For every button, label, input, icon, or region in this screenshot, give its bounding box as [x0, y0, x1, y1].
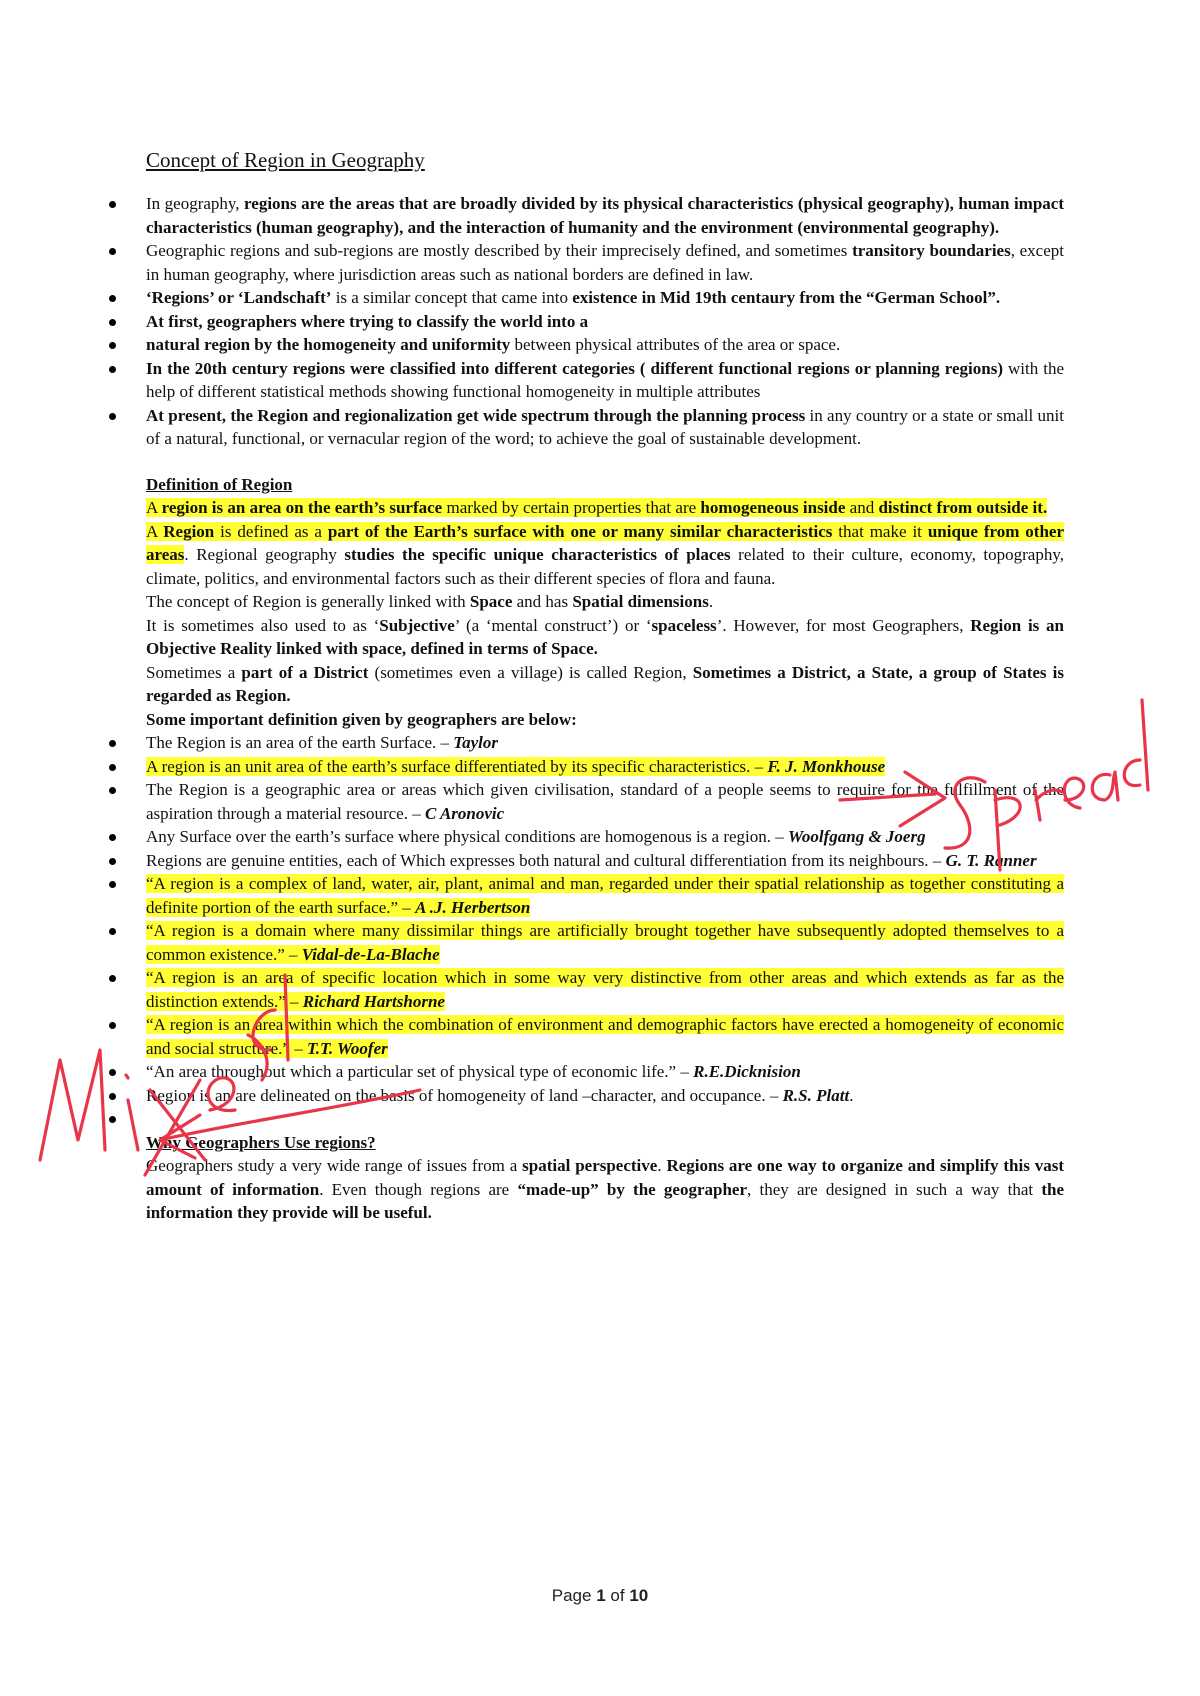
why-paragraph [146, 1154, 1064, 1225]
text-run: Some important definition given by geographers are below: [146, 709, 577, 729]
list-item-text [146, 192, 1064, 239]
footer-current-page: 1 [596, 1586, 606, 1605]
text-run: Geographic regions and sub-regions are mostly described by their imprecisely defined, and sometimes [146, 241, 853, 260]
text-run: is defined as a [214, 521, 328, 541]
text-run: ’ (a ‘mental construct’) or ‘ [454, 615, 652, 635]
text-run: part of a District [241, 662, 369, 682]
bullet-icon [109, 248, 116, 255]
text-run: unique from other areas [146, 521, 1064, 564]
bullet-icon [109, 366, 116, 373]
list-item-text [146, 310, 1064, 334]
list-item-text [146, 849, 1064, 873]
footer-total-pages: 10 [629, 1586, 649, 1605]
ink-letter-d [1124, 700, 1148, 790]
text-run: Sometimes a [146, 662, 242, 682]
list-item-text [146, 1084, 1064, 1108]
bullet-icon [109, 342, 116, 349]
list-item-text [146, 1107, 1064, 1131]
list-item [0, 357, 1064, 404]
text-run: and has [512, 592, 573, 611]
text-run: is a similar concept that came into [331, 288, 573, 307]
list-item [0, 333, 1064, 357]
bullet-icon [109, 319, 116, 326]
bullet-icon [109, 740, 116, 747]
text-run: regions are the areas that are broadly divided by its physical characteristics (physical geography), human impact characteristics (human geography), and the interaction of humanity and the environment (environmental geography). [146, 194, 1064, 237]
text-run: Sometimes a District, a State, a group of States is regarded as Region. [146, 662, 1064, 705]
text-run: (sometimes even a village) is called Region, [368, 662, 693, 682]
definition-paragraphs [146, 496, 1064, 731]
list-item [0, 310, 1064, 334]
text-run: that make it [832, 521, 928, 541]
page-content [146, 146, 1064, 1225]
text-run: part of the Earth’s surface with one or many similar characteristics [327, 521, 833, 541]
text-run: . [708, 592, 714, 611]
list-item [0, 192, 1064, 239]
text-run: “A region is an area within which the combination of environment and demographic factors have erected a homogeneity of economic and social structure.” – [146, 1015, 1064, 1058]
text-run: A [146, 498, 162, 517]
list-item [0, 849, 1064, 873]
text-run: and [845, 498, 879, 517]
text-run: existence in Mid 19th centaury from the “German School”. [572, 288, 1001, 307]
text-run: Space [469, 592, 513, 611]
text-run: A [146, 521, 164, 541]
text-run: in any country or a state or small unit of a natural, functional, or vernacular region of the word; to achieve the goal of sustainable development. [146, 405, 1064, 448]
text-run: The concept of Region is generally linked with [146, 592, 470, 611]
definition-paragraph [146, 520, 1064, 591]
list-item-text [146, 919, 1064, 966]
text-run: T.T. Woofer [306, 1038, 388, 1058]
list-item [0, 1107, 1064, 1131]
list-item [0, 755, 1064, 779]
spacer [146, 451, 1064, 473]
bullet-icon [109, 201, 116, 208]
list-item [0, 778, 1064, 825]
list-item [0, 825, 1064, 849]
text-run: distinct from outside it. [878, 498, 1048, 517]
text-run: Vidal-de-La-Blache [301, 944, 440, 964]
definition-paragraph [146, 496, 1064, 520]
list-item-text [146, 239, 1064, 286]
text-run: . Regional geography [184, 545, 345, 564]
page-title: Concept of Region in Geography [146, 148, 425, 172]
text-run: . Even though regions are [319, 1179, 518, 1199]
text-run: Woolfgang & Joerg [788, 827, 926, 846]
list-item-text [146, 778, 1064, 825]
list-item [0, 731, 1064, 755]
text-run: In the 20th century regions were classified into different categories ( different functional regions or planning regions) [146, 358, 1003, 378]
list-item [0, 872, 1064, 919]
list-item-text [146, 966, 1064, 1013]
bullet-icon [109, 834, 116, 841]
list-item [0, 404, 1064, 451]
text-run: Geographers study a very wide range of issues from a [146, 1156, 523, 1175]
list-item-text [146, 1013, 1064, 1060]
bullet-icon [109, 975, 116, 982]
text-run: Any Surface over the earth’s surface where physical conditions are homogenous is a region. – [146, 827, 789, 846]
text-run: homogeneous inside [700, 498, 846, 517]
text-run: region is an area on the earth’s surface [161, 498, 443, 517]
text-run: “A region is a complex of land, water, air, plant, animal and man, regarded under their spatial relationship as together constituting a definite portion of the earth surface.” – [146, 874, 1064, 917]
text-run: The Region is a geographic area or areas which given civilisation, standard of a people seems to require for the fulfillment of the aspiration through a material resource. – [146, 780, 1064, 823]
text-run: . [657, 1156, 667, 1175]
text-run: with the help of different statistical methods showing functional homogeneity in multiple attributes [146, 358, 1064, 401]
text-run: “An area throughout which a particular set of physical type of economic life.” – [146, 1062, 694, 1081]
bullet-icon [109, 413, 116, 420]
text-run: marked by certain properties that are [442, 498, 701, 517]
text-run: Taylor [453, 733, 499, 752]
footer-of-word: of [610, 1586, 625, 1605]
list-item [0, 919, 1064, 966]
text-run: , they are designed in such a way that [747, 1179, 1042, 1199]
text-run: “A region is an area of specific location which in some way very distinctive from other areas and which extends as far as the distinction extends.” – [146, 968, 1064, 1011]
list-item-text [146, 404, 1064, 451]
text-run: related to their culture, economy, topography, climate, politics, and environmental factors such as their different species of flora and fauna. [146, 545, 1064, 588]
text-run: F. J. Monkhouse [767, 756, 886, 776]
text-run: ‘Regions’ or ‘Landschaft’ [146, 288, 332, 307]
text-run: Regions are genuine entities, each of Which expresses both natural and cultural differentiation from its neighbours. – [146, 850, 946, 870]
text-run: C Aronovic [424, 803, 505, 823]
text-run: “made-up” by the geographer [517, 1179, 748, 1199]
text-run: In geography, [146, 194, 245, 213]
list-item-text [146, 333, 1064, 357]
list-item-text [146, 731, 1064, 755]
text-run: spaceless [651, 615, 717, 635]
definition-paragraph [146, 590, 1064, 614]
ink-letter-e [1064, 778, 1083, 808]
bullet-icon [109, 295, 116, 302]
list-item-text [146, 1060, 1064, 1084]
list-item [0, 1013, 1064, 1060]
text-run: The Region is an area of the earth Surface. – [146, 733, 454, 752]
definition-bullet-list [146, 731, 1064, 1131]
definition-paragraph [146, 661, 1064, 708]
definition-paragraph [146, 614, 1064, 661]
text-run: A .J. Herbertson [415, 897, 531, 917]
text-run: Region [163, 521, 215, 541]
bullet-icon [109, 1093, 116, 1100]
text-run: R.S. Platt [782, 1085, 850, 1105]
list-item-text [146, 825, 1064, 849]
footer-page-word: Page [551, 1586, 592, 1605]
page-footer [0, 1584, 1200, 1608]
why-heading: Why Geographers Use regions? [146, 1132, 376, 1152]
list-item [0, 966, 1064, 1013]
text-run: between physical attributes of the area or space. [510, 335, 841, 354]
list-item-text [146, 872, 1064, 919]
bullet-icon [109, 928, 116, 935]
text-run: Richard Hartshorne [302, 991, 445, 1011]
list-item-text [146, 357, 1064, 404]
list-item-text [146, 755, 1064, 779]
text-run: Spatial dimensions [572, 592, 709, 611]
text-run: natural region by the homogeneity and uniformity [146, 335, 511, 354]
text-run: “A region is a domain where many dissimilar things are artificially brought together have subsequently adopted themselves to a common existence.” – [146, 921, 1064, 964]
text-run: Subjective [379, 615, 455, 635]
bullet-icon [109, 1022, 116, 1029]
text-run: the information they provide will be useful. [146, 1179, 1064, 1222]
bullet-icon [109, 881, 116, 888]
text-run: At present, the Region and regionalization get wide spectrum through the planning process [146, 405, 806, 425]
text-run: G. T. Ranner [945, 850, 1037, 870]
text-run: , except in human geography, where jurisdiction areas such as national borders are defined in law. [146, 241, 1065, 284]
definition-heading: Definition of Region [146, 474, 293, 494]
bullet-icon [109, 858, 116, 865]
text-run: Region is an are delineated on the basis of homogeneity of land –character, and occupance. – [146, 1085, 783, 1105]
text-run: studies the specific unique characteristics of places [344, 545, 731, 564]
bullet-icon [109, 764, 116, 771]
text-run: It is sometimes also used to as ‘ [146, 615, 380, 635]
bullet-icon [109, 1069, 116, 1076]
text-run: Region is an Objective Reality linked with space, defined in terms of Space. [146, 615, 1064, 658]
text-run: transitory boundaries [852, 241, 1011, 260]
definition-paragraph [146, 708, 1064, 732]
list-item [0, 286, 1064, 310]
bullet-icon [109, 787, 116, 794]
text-run: spatial perspective [522, 1156, 658, 1175]
list-item [0, 239, 1064, 286]
text-run: At first, geographers where trying to classify the world into a [146, 311, 589, 331]
intro-bullet-list [146, 192, 1064, 451]
list-item-text [146, 286, 1064, 310]
text-run: . [849, 1085, 854, 1105]
list-item [0, 1084, 1064, 1108]
text-run: Regions are one way to organize and simplify this vast amount of information [146, 1156, 1064, 1199]
bullet-icon [109, 1116, 116, 1123]
ink-letter-a [1092, 772, 1118, 800]
text-run: R.E.Dicknision [693, 1062, 801, 1081]
text-run: A region is an unit area of the earth’s surface differentiated by its specific characteristics. – [146, 756, 768, 776]
text-run: ’. However, for most Geographers, [716, 615, 971, 635]
list-item [0, 1060, 1064, 1084]
